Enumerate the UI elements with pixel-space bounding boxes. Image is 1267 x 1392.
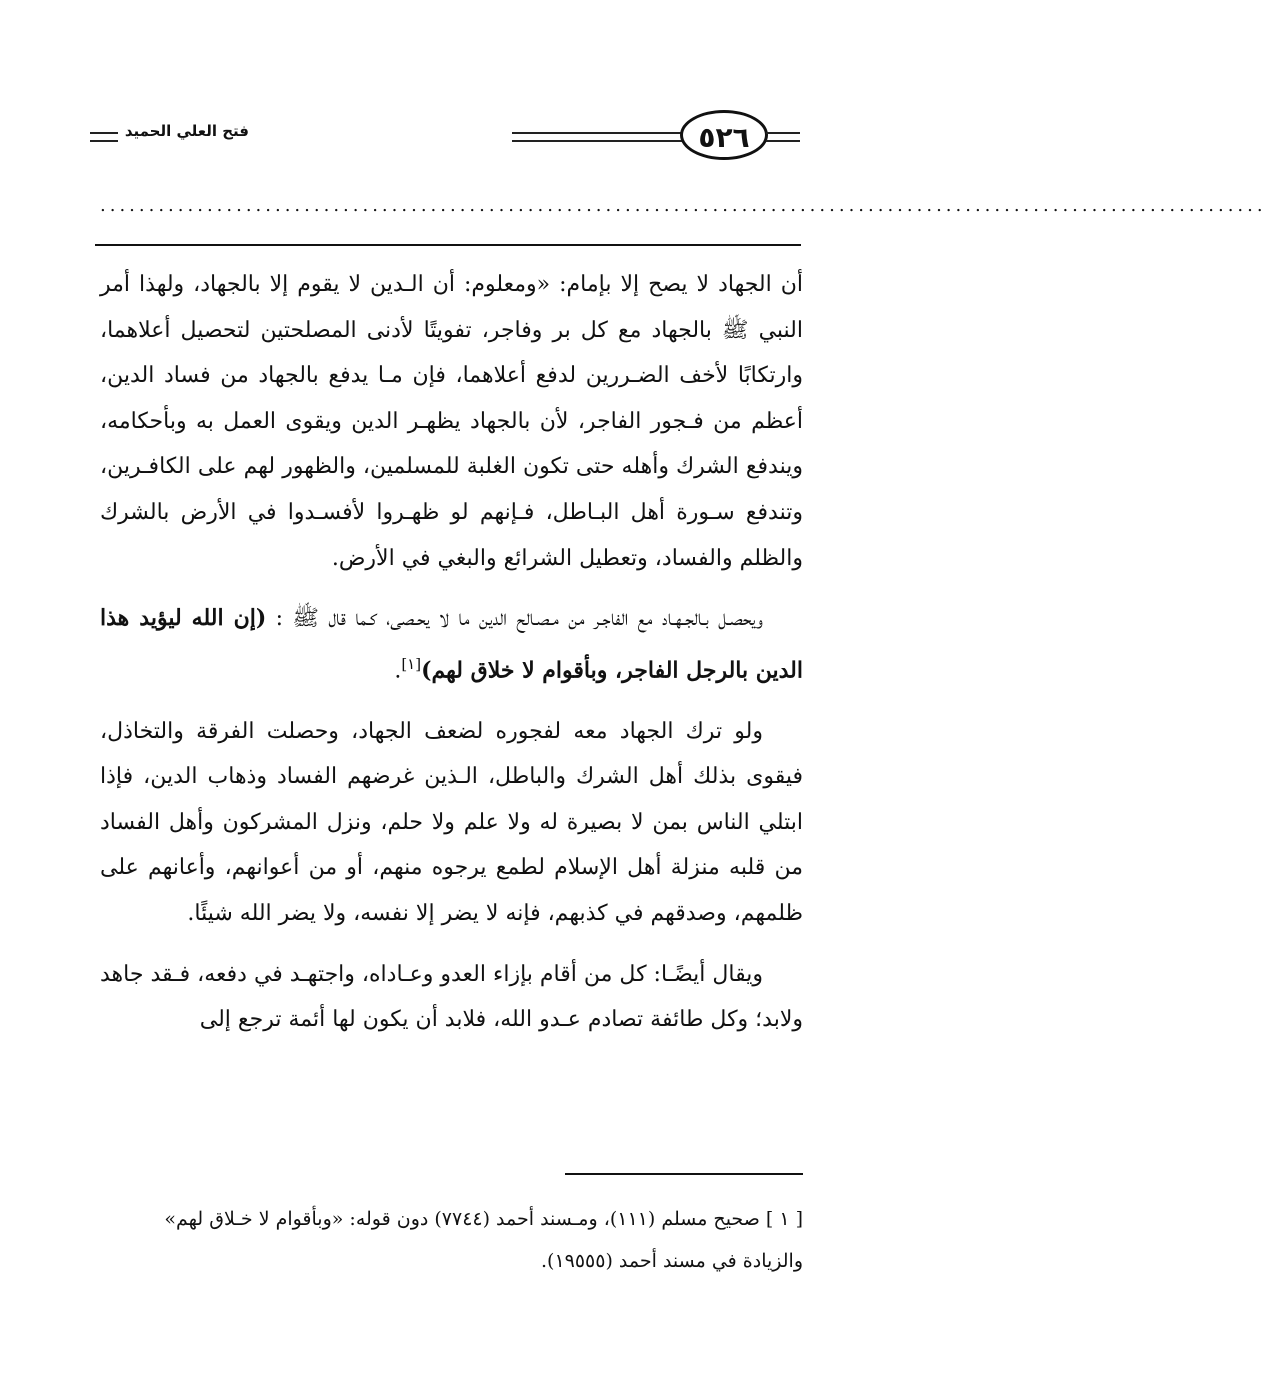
book-title: فتح العلي الحميد [124,122,249,140]
footnote-line-2: والزيادة في مسند أحمد (١٩٥٥٥). [540,1250,803,1272]
paragraph-4: ويقال أيضًـا: كل من أقام بإزاء العدو وعـاداه، واجتهـد في دفعه، فـقد جاهد ولابد؛ وكل طائفة تصادم عـدو الله، فلابد أن يكون لها أئمة ترجع إلى [100,961,803,1033]
page-header [0,108,879,168]
paragraph-1: أن الجهاد لا يصح إلا بإمام: «ومعلوم: أن الـدين لا يقوم إلا بالجهاد، ولهذا أمر النبي ﷺ بالجهاد مع كل بر وفاجر، تفويتًا لأدنى المصلحتين لتحصيل أعلاهما، وارتكابًا لأخف الضـررين لدفع أعلاهما، فإن مـا يدفع بالجهاد من فساد الدين، أعظم من فـجور الفاجر، لأن بالجهاد يظهـر الدين ويقوى العمل به وبأحكامه، ويندفع الشرك وأهله حتى تكون الغلبة للمسلمين، والظهور لهم على الكافـرين، وتندفع سـورة أهل البـاطل، فـإنهم لو ظهـروا لأفسـدوا في الأرض بالشرك والظلم والفساد، وتعطيل الشرائع والبغي في الأرض. [100,272,803,571]
paragraph-2-end: . [394,658,402,684]
top-rule [95,244,801,246]
main-text [100,262,803,1058]
paragraph-2 [100,596,803,694]
paragraph-3: ولو ترك الجهاد معه لفجوره لضعف الجهاد، وحصلت الفرقة والتخاذل، فيقوى بذلك أهل الشرك والباطل، الـذين غرضهم الفساد وذهاب الدين، فإذا ابتلي الناس بمن لا بصيرة له ولا علم ولا حلم، ونزل المشركون وأهل الفساد من قلبه منزلة أهل الإسلام لطمع يرجوه منهم، أو من أعوانهم، وأعانهم على ظلمهم، وصدقهم في كذبهم، فإنه لا يضر إلا نفسه، ولا يضر الله شيئًا. [100,718,803,927]
footnote [100,1198,803,1282]
paragraph-2-intro: ويحصـل بـالجـهـاد مع الفاجـر من مـصـالح الدين ما لا يحـصى، كـما قال ﷺ : [275,606,763,632]
page-number: ٥٢٦ [680,110,768,160]
footnote-reference: [١] [401,654,422,673]
dotted-separator: ........................................................................................................................ [100,195,1267,216]
page-number-ornament-left [512,132,682,142]
footnote-line-1: [ ١ ] صحيح مسلم (١١١)، ومـسند أحمد (٧٧٤٤) دون قوله: «وبأقوام لا خـلاق لهم» [164,1208,803,1230]
title-ornament-lines [90,132,118,142]
hadith-quote: (إن الله ليؤيد هذا الدين بالرجل الفاجر، وبأقوام لا خلاق لهم) [100,605,803,684]
footnote-rule [565,1173,803,1175]
page-number-ornament-right [766,132,800,142]
